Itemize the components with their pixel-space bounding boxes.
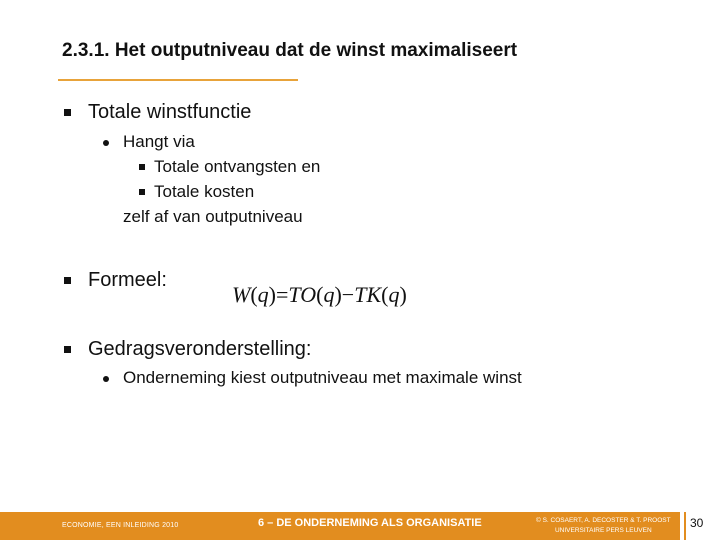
bullet-square	[139, 164, 145, 170]
footer-chapter: 6 – DE ONDERNEMING ALS ORGANISATIE	[258, 517, 482, 529]
bullet-dot	[103, 376, 109, 382]
profit-formula: W(q)=TO(q)−TK(q)	[232, 282, 407, 307]
bullet-formeel: Formeel:	[88, 269, 167, 291]
bullet-square	[64, 109, 71, 116]
bullet-square	[64, 277, 71, 284]
formula-tk: TK	[354, 282, 382, 307]
formula-to: TO	[288, 282, 317, 307]
footer-course: ECONOMIE, EEN INLEIDING 2010	[62, 522, 179, 529]
title-underline	[58, 79, 298, 81]
sub-bullet-hangt-via: Hangt via	[123, 132, 195, 151]
bullet-square	[139, 189, 145, 195]
sub-bullet-onderneming: Onderneming kiest outputniveau met maximale winst	[123, 368, 522, 387]
bullet-square	[64, 346, 71, 353]
slide-title: 2.3.1. Het outputniveau dat de winst maximaliseert	[62, 40, 518, 61]
footer-copyright-line1: © S. COSAERT, A. DECOSTER & T. PROOST	[536, 517, 671, 524]
sub-bullet-tail: zelf af van outputniveau	[123, 207, 303, 226]
page-number: 30	[690, 516, 704, 530]
bullet-totale-winstfunctie: Totale winstfunctie	[88, 101, 252, 123]
bullet-dot	[103, 140, 109, 146]
sub-sub-bullet-kosten: Totale kosten	[154, 182, 255, 201]
footer-copyright	[536, 516, 671, 536]
sub-sub-bullet-ontvangsten: Totale ontvangsten en	[154, 157, 321, 176]
bullet-gedragsveronderstelling: Gedragsveronderstelling:	[88, 338, 312, 360]
page-separator	[684, 512, 686, 540]
formula-w: W	[232, 282, 251, 307]
footer-copyright-line2: UNIVERSITAIRE PERS LEUVEN	[554, 527, 652, 534]
